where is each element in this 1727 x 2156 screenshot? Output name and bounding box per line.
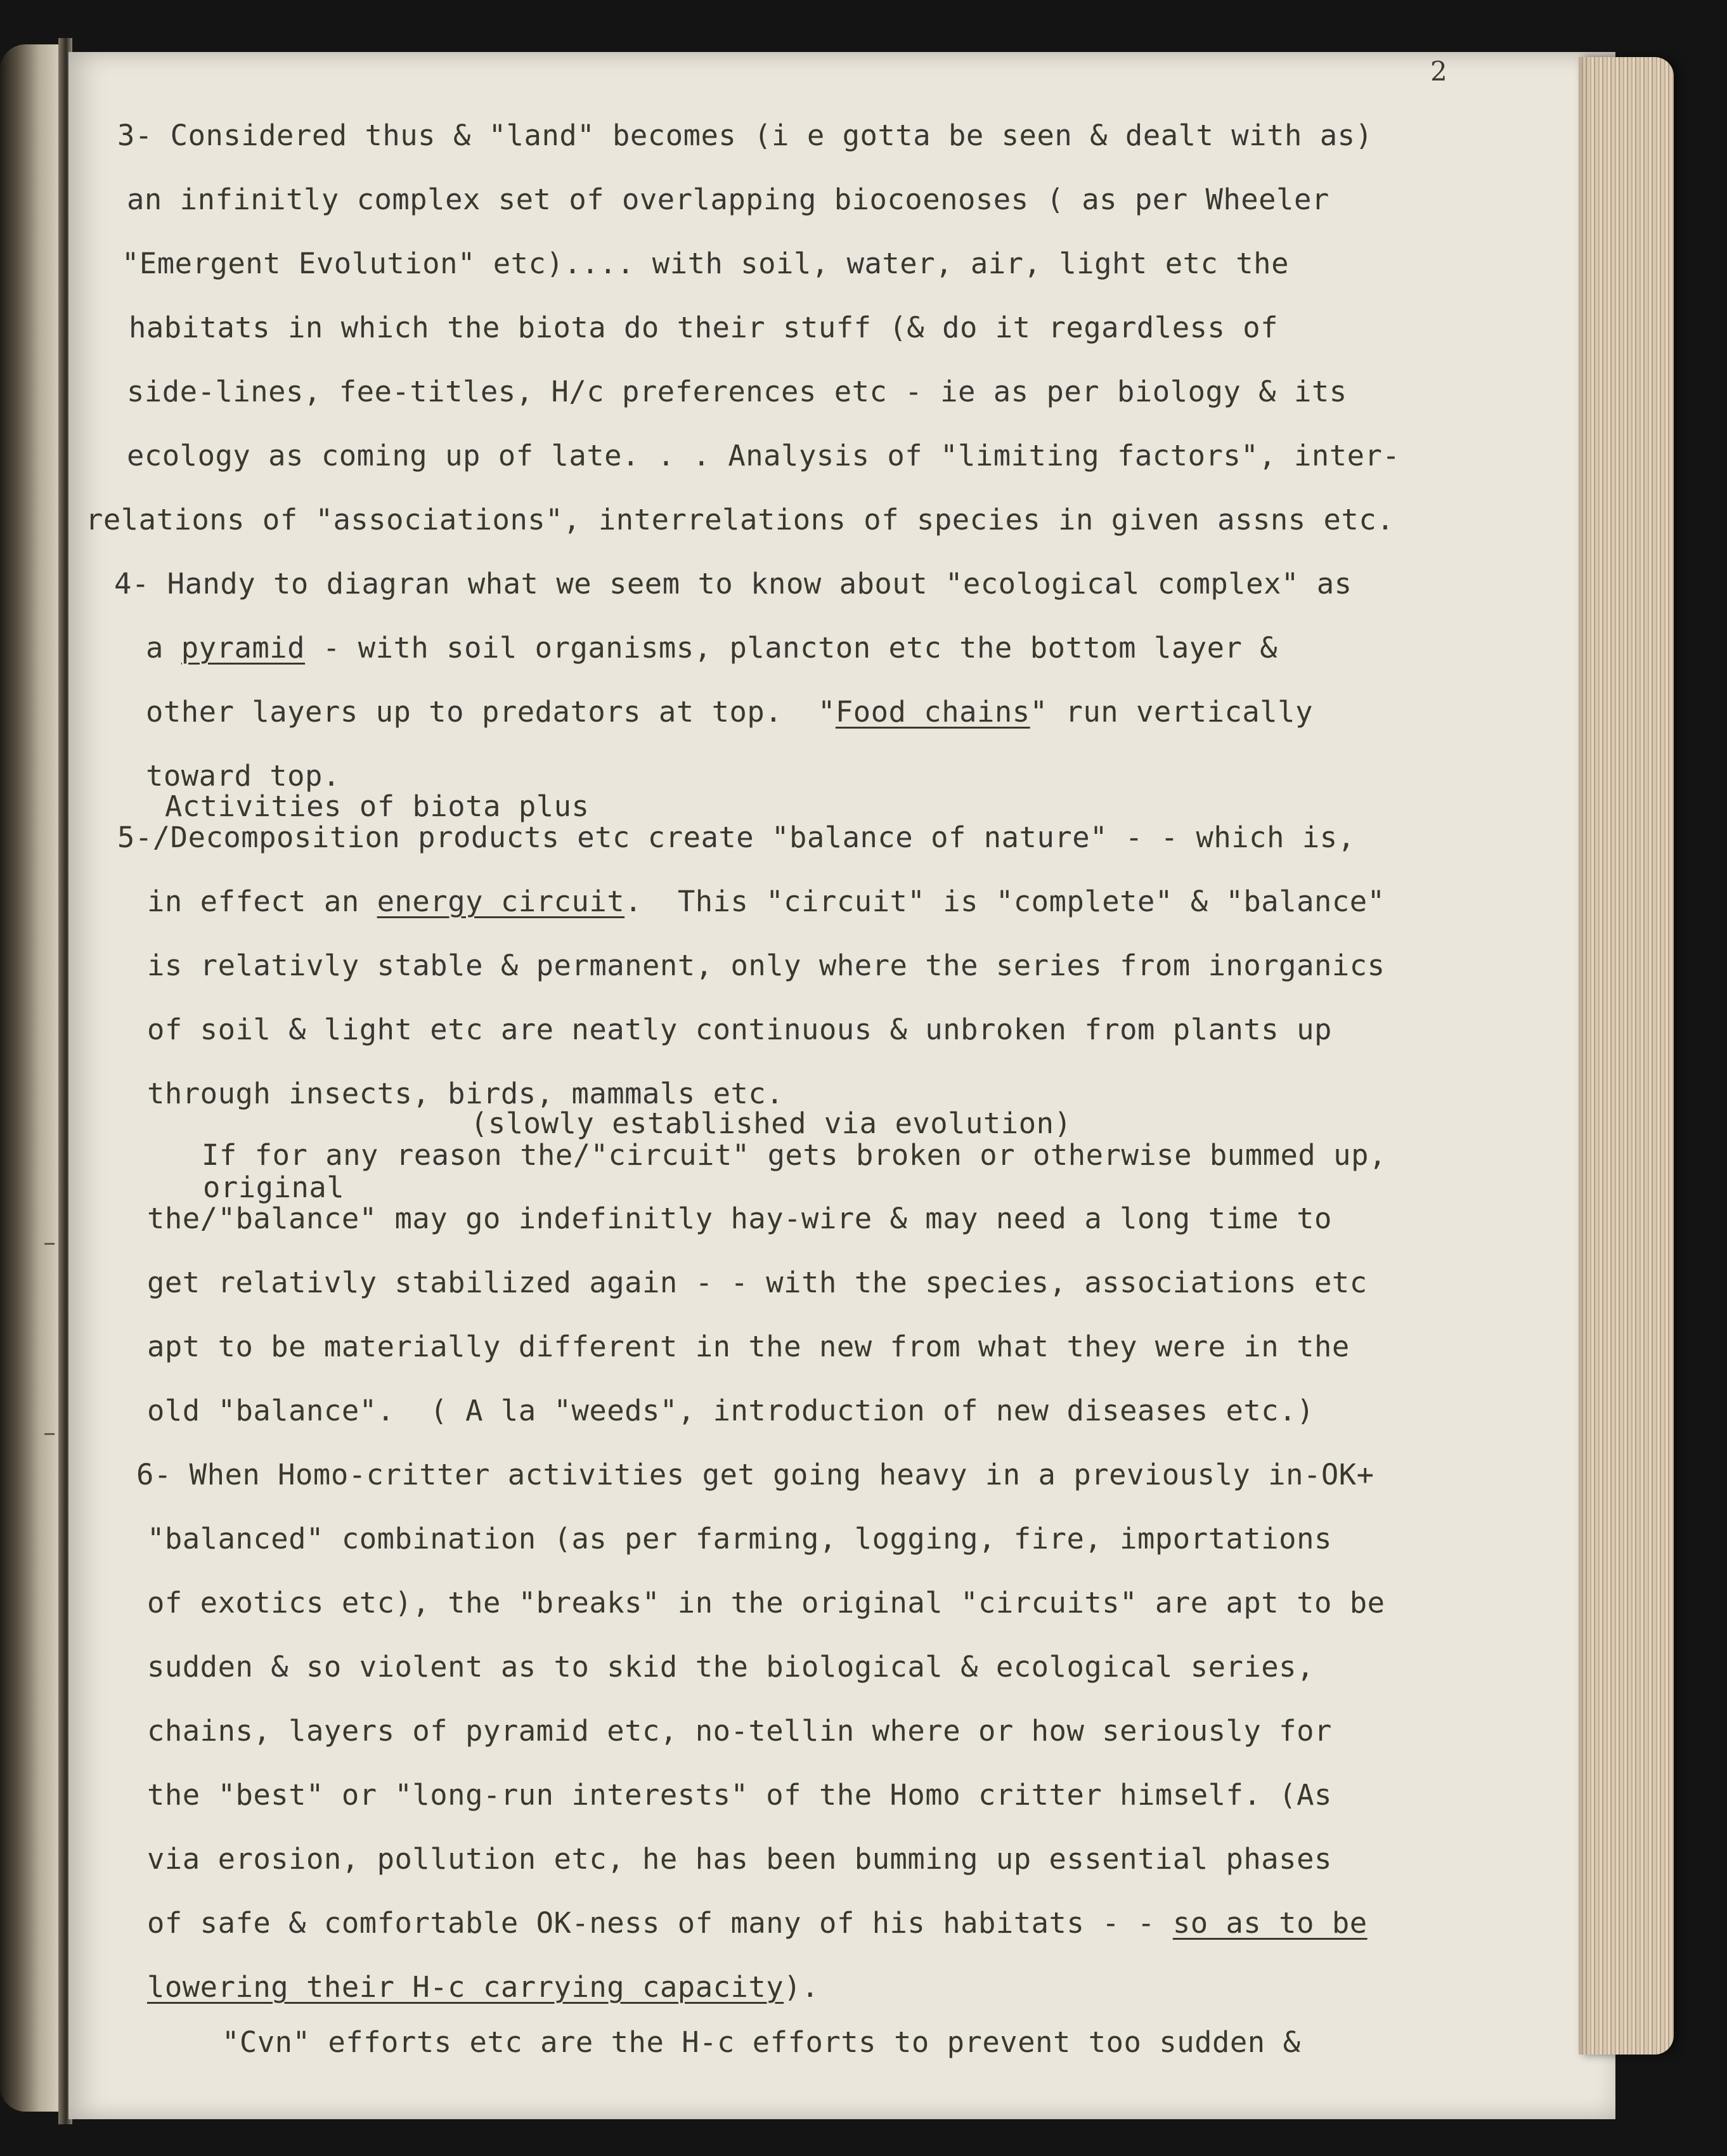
text-line: other layers up to predators at top. "Food chains" run vertically	[146, 695, 1313, 729]
text-line: 6- When Homo-critter activities get going heavy in a previously in-OK+	[136, 1458, 1374, 1491]
interlinear-insert: original	[203, 1171, 345, 1204]
text-line: 4- Handy to diagran what we seem to know about "ecological complex" as	[114, 567, 1352, 601]
text-line: ecology as coming up of late. . . Analysis of "limiting factors", inter-	[127, 439, 1400, 472]
margin-tick	[44, 1243, 55, 1245]
text-line: is relativly stable & permanent, only where the series from inorganics	[147, 949, 1385, 982]
page-number: 2	[1430, 56, 1447, 87]
text-line: toward top.	[146, 759, 340, 793]
text-line: 3- Considered thus & "land" becomes (i e gotta be seen & dealt with as)	[117, 119, 1373, 152]
text-line: lowering their H-c carrying capacity).	[147, 1970, 819, 2004]
text-line: "Cvn" efforts etc are the H-c efforts to prevent too sudden &	[222, 2025, 1301, 2059]
text-line: If for any reason the/"circuit" gets broken or otherwise bummed up,	[202, 1138, 1387, 1172]
page-edges-stack	[1579, 57, 1674, 2055]
text-line: via erosion, pollution etc, he has been bumming up essential phases	[147, 1842, 1332, 1876]
underlined-text: energy circuit	[377, 885, 625, 918]
interlinear-insert: Activities of biota plus	[165, 789, 590, 823]
text-line: in effect an energy circuit. This "circuit" is "complete" & "balance"	[147, 885, 1385, 918]
text-line: "Emergent Evolution" etc).... with soil, water, air, light etc the	[122, 247, 1289, 280]
text-line: sudden & so violent as to skid the biological & ecological series,	[147, 1650, 1314, 1684]
margin-tick	[44, 1433, 55, 1435]
text-line: an infinitly complex set of overlapping biocoenoses ( as per Wheeler	[127, 183, 1329, 216]
text-line: a pyramid - with soil organisms, plancton etc the bottom layer &	[146, 631, 1278, 665]
text-line: the "best" or "long-run interests" of the Homo critter himself. (As	[147, 1778, 1332, 1812]
text-line: relations of "associations", interrelations of species in given assns etc.	[86, 503, 1395, 536]
underlined-text: pyramid	[181, 631, 306, 665]
underlined-text: lowering their H-c carrying capacity	[147, 1970, 784, 2004]
underlined-text: so as to be	[1172, 1906, 1368, 1940]
text-line: of safe & comfortable OK-ness of many of his habitats - - so as to be	[147, 1906, 1368, 1940]
text-line: through insects, birds, mammals etc.	[147, 1077, 784, 1110]
text-line: chains, layers of pyramid etc, no-tellin where or how seriously for	[147, 1714, 1332, 1748]
text-line: 5-/Decomposition products etc create "balance of nature" - - which is,	[117, 821, 1355, 854]
text-line: habitats in which the biota do their stuff (& do it regardless of	[129, 311, 1279, 344]
text-line: get relativly stabilized again - - with the species, associations etc	[147, 1266, 1368, 1299]
text-line: of soil & light etc are neatly continuous & unbroken from plants up	[147, 1013, 1332, 1046]
interlinear-insert: (slowly established via evolution)	[470, 1107, 1072, 1140]
underlined-text: Food chains	[835, 695, 1030, 729]
previous-page-edge	[0, 44, 61, 2112]
text-line: the/"balance" may go indefinitly hay-wire & may need a long time to	[147, 1202, 1332, 1235]
text-line: of exotics etc), the "breaks" in the original "circuits" are apt to be	[147, 1586, 1385, 1620]
text-line: side-lines, fee-titles, H/c preferences etc - ie as per biology & its	[127, 375, 1347, 408]
text-line: apt to be materially different in the new from what they were in the	[147, 1330, 1350, 1363]
text-line: old "balance". ( A la "weeds", introduction of new diseases etc.)	[147, 1394, 1314, 1427]
text-line: "balanced" combination (as per farming, logging, fire, importations	[147, 1522, 1332, 1555]
